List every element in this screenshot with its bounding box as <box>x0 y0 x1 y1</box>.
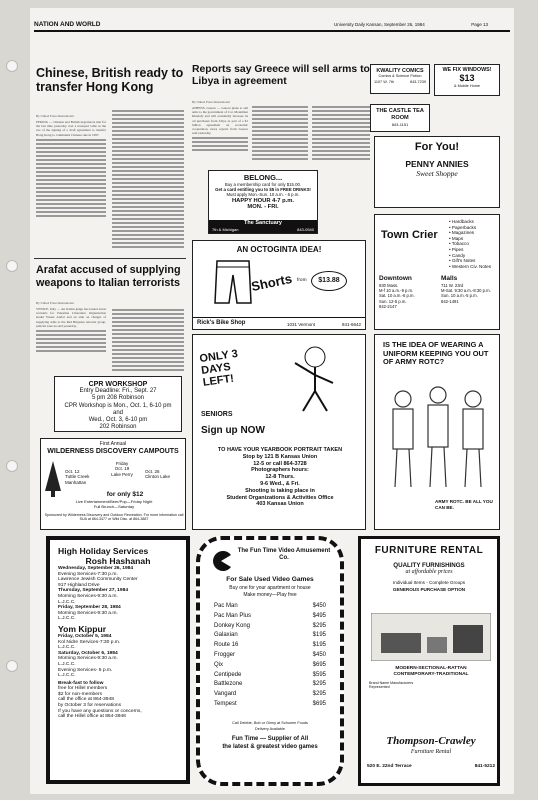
kwality-name: KWALITY COMICS <box>376 68 424 74</box>
wilderness-cost: for only $12 <box>106 491 144 498</box>
game-price: $295 <box>312 622 326 629</box>
video-buy-one: Buy one for your apartment or house <box>229 585 311 591</box>
video-delivery: Delivery Available <box>255 727 285 731</box>
campout-2: Friday Oct. 19 Lake Perry <box>111 461 133 477</box>
crier-item: • Paperbacks <box>449 224 477 230</box>
video-make-money: Make money—Play free <box>243 592 297 598</box>
game-row <box>214 651 326 661</box>
crier-item: • Western Civ. Notes <box>449 263 492 269</box>
holiday-event4-date: Friday, October 5, 1984 <box>58 633 112 639</box>
campout-3: Oct. 26 Clinton Lake <box>145 469 171 480</box>
sanctuary-happy-hour: HAPPY HOUR 4-7 p.m. <box>231 197 295 204</box>
crier-malls-hours1: M-Sat. 9:30 a.m.-8:30 p.m. <box>441 288 491 294</box>
town-crier-ad <box>374 214 500 330</box>
rick-address: 1031 Vermont <box>287 322 316 327</box>
crier-item: • Hardbacks <box>449 219 474 224</box>
wilderness-title: WILDERNESS DISCOVERY CAMPOUTS <box>47 448 179 456</box>
furniture-quality: QUALITY FURNISHINGS <box>393 562 465 569</box>
crier-downtown-addr: 930 Mass. <box>379 283 399 288</box>
yearbook-line2: Stop by 121 B Kansas Union <box>242 453 318 460</box>
wilderness-ad <box>40 438 186 530</box>
section-label: NATION AND WORLD <box>34 21 101 28</box>
sanctuary-ad <box>208 170 318 234</box>
penny-sub: Sweet Shoppe <box>416 169 458 178</box>
kwality-phone: 843-7239 <box>409 79 426 84</box>
ricks-bike-shop-ad <box>192 240 366 330</box>
rosh-hashanah-title: Rosh Hashanah <box>85 556 151 566</box>
crier-item: • Gift's Notes <box>449 258 476 264</box>
greece-body-col3 <box>312 104 370 166</box>
paper-dateline: University Daily Kansan, September 26, 1984 <box>334 22 425 27</box>
yearbook-line9: 403 Kansas Union <box>256 501 304 508</box>
penny-name: PENNY ANNIES <box>405 159 469 169</box>
furniture-phone: 841-5212 <box>474 764 495 769</box>
breakfast-call: call the office at 864-3948 <box>58 697 114 703</box>
wilderness-sponsor: Sponsored by Wilderness Discovery and Outdoor Recreation. For more information call SUA at 864-3477 or Wild Disc. at 864-3887 <box>44 513 184 522</box>
video-game-list <box>214 602 326 710</box>
crier-downtown: Downtown <box>379 275 412 282</box>
holiday-event4-time: Kol Nidre Services-7:30 p.m. <box>58 639 121 645</box>
sanctuary-title: BELONG... <box>243 173 283 182</box>
holiday-event5-evening: Evening Services- 5 p.m. <box>58 667 113 673</box>
pine-tree-icon <box>45 461 61 497</box>
holiday-event2-time: Morning Services-9:30 a.m. <box>58 593 118 599</box>
game-name: Frogger <box>214 651 236 658</box>
rick-price: $13.88 <box>311 271 347 291</box>
game-name: Route 16 <box>214 642 239 649</box>
kwality-comics-ad <box>370 64 430 94</box>
army-rotc-ad <box>374 334 500 530</box>
rotc-headline: IS THE IDEA OF WEARING A UNIFORM KEEPING YOU OUT OF ARMY ROTC? <box>383 340 489 367</box>
furniture-items: Individual Items - Complete Groups <box>393 580 465 585</box>
greece-lede: ATHENS, Greece — Greece plans to sell arms to the government of Col. Moammar Khadafy and will eventually increase its oil purchases from Libya as part of a $1 billion agreement on economic cooperation, news reports from Greece said yesterday. <box>192 106 248 136</box>
video-brand: The Fun Time Video Amusement Co. <box>237 548 331 561</box>
furniture-purchase: GENEROUS PURCHASE OPTION <box>392 587 466 593</box>
video-tagline1: Fun Time — Supplier of All <box>231 736 309 742</box>
greece-headline: Reports say Greece will sell arms to Libya in agreement <box>192 64 370 87</box>
yearbook-signup: Sign up NOW <box>201 425 265 436</box>
game-name: Battlezone <box>214 681 243 688</box>
sanctuary-address: 7th & Michigan <box>212 226 239 232</box>
rick-from: from <box>297 278 307 283</box>
game-name: Galaxian <box>214 632 238 639</box>
penny-annies-ad <box>374 136 500 208</box>
wilderness-kicker: First Annual <box>99 441 127 447</box>
castle-tea-room-ad <box>370 104 430 132</box>
town-crier-name: Town Crier <box>381 229 438 241</box>
kwality-address: 1107 W. 7th <box>374 79 394 84</box>
game-row <box>214 622 326 632</box>
cpr-room: 202 Robinson <box>99 424 137 431</box>
cpr-ad <box>54 376 182 432</box>
binder-holes <box>6 0 20 800</box>
castle-phone: 843-1151 <box>391 122 409 128</box>
yearbook-seniors: SENIORS <box>201 411 233 418</box>
furniture-title: FURNITURE RENTAL <box>374 545 484 556</box>
campout-1: Oct. 12 Tuttle Creek Manhattan <box>65 469 90 485</box>
game-name: Centipede <box>214 671 242 678</box>
game-price: $495 <box>312 612 326 619</box>
holiday-event1-time: Evening Services-7:30 p.m. <box>58 571 118 577</box>
holiday-event5-date: Saturday, October 6, 1984 <box>58 650 118 656</box>
video-contact: Call Debbie, Bob or Ginny at Schumm Foods <box>232 721 308 725</box>
windows-title: WE FIX WINDOWS! <box>442 67 492 73</box>
holiday-event5-evening-place: L.J.C.C. <box>58 673 76 679</box>
breakfast-deadline: by October 3 for reservations <box>58 703 122 709</box>
furniture-photo <box>371 613 491 661</box>
greece-byline: By United Press International <box>192 100 230 104</box>
windows-price: $13 <box>459 73 475 83</box>
newspaper-page <box>30 8 514 794</box>
arafat-body-col1 <box>36 307 106 373</box>
game-name: Tempest <box>214 700 237 707</box>
arafat-body-col2 <box>112 307 184 373</box>
kwality-sub: Comics & Science Fiction <box>378 74 422 78</box>
cpr-deadline-place: 5 pm 208 Robinson <box>91 395 145 402</box>
yearbook-line1: TO HAVE YOUR YEARBOOK PORTRAIT TAKEN <box>217 447 343 453</box>
cartoon-figure-icon <box>285 343 345 413</box>
arafat-headline-box <box>36 264 186 300</box>
furniture-prices: at affordable prices <box>405 569 453 575</box>
game-price: $195 <box>312 642 326 649</box>
greece-body-col1 <box>192 106 248 166</box>
holiday-event1-date: Wednesday, September 26, 1984 <box>58 566 134 571</box>
crier-item: • Candy <box>449 252 466 258</box>
crier-item: • Maps <box>449 235 464 241</box>
masthead-rule <box>34 30 510 32</box>
sanctuary-hours: Must apply Mon.-Sun. 10 a.m. - 6 p.m. <box>226 192 300 198</box>
rick-shorts-word: Shorts <box>249 270 294 295</box>
cpr-session1: CPR Workshop is Mon., Oct. 1, 6-10 pm <box>64 402 172 409</box>
game-row <box>214 700 326 710</box>
holiday-event4-place: L.J.C.C. <box>58 645 76 651</box>
game-row <box>214 680 326 690</box>
hongkong-byline: By United Press International <box>36 114 74 118</box>
game-row <box>214 602 326 612</box>
holiday-event2-place: L.J.C.C. <box>58 599 76 605</box>
yearbook-line4: Photographers hours: <box>251 467 309 474</box>
crier-downtown-hours2: Sat. 10 a.m.-6 p.m. <box>379 293 415 299</box>
sanctuary-membership: Buy a membership card for only $15.00. <box>224 182 302 187</box>
cpr-title: CPR WORKSHOP <box>88 381 148 388</box>
hongkong-body-col2 <box>112 108 184 252</box>
video-for-sale: For Sale Used Video Games <box>226 576 314 583</box>
greece-body-col2 <box>252 104 308 166</box>
sanctuary-name: The Sanctuary <box>244 220 282 226</box>
game-price: $450 <box>312 651 326 658</box>
arafat-headline: Arafat accused of supplying weapons to Italian terrorists <box>36 264 181 289</box>
hongkong-headline: Chinese, British ready to transfer Hong Kong <box>36 66 184 94</box>
hongkong-lede: PEKING — Chinese and British negotiators met for the last time yesterday over a transpact table as the eve of the signing of a draft agreement to transfer Hong Kong to communist Chinese rule in 1997. <box>36 120 106 137</box>
page-number: Page 13 <box>471 22 488 27</box>
holiday-event3-time: Morning Services-9:30 a.m. <box>58 610 118 616</box>
cpr-deadline: Entry Deadline: Fri., Sept. 27 <box>79 388 157 395</box>
game-name: Pac Man Plus <box>214 612 252 619</box>
furniture-rental-ad <box>358 536 500 786</box>
yom-kippur-title: Yom Kippur <box>58 623 107 634</box>
crier-malls-addr: 711 W. 23rd <box>441 283 464 288</box>
crier-downtown-hours1: M-f 10 a.m.-9 p.m. <box>379 288 414 294</box>
town-crier-items <box>449 219 499 269</box>
penny-for-you: For You! <box>414 141 460 153</box>
game-row <box>214 631 326 641</box>
game-price: $295 <box>312 691 326 698</box>
hillel-phone: call the Hillel office at 864-3948 <box>58 714 126 720</box>
holiday-title: High Holiday Services <box>58 546 149 556</box>
yearbook-line6: 9-6 Wed., & Fri. <box>260 480 300 487</box>
furniture-styles2: CONTEMPORARY-TRADITIONAL <box>393 672 469 677</box>
crier-malls-phone: 842-1491 <box>441 298 459 304</box>
pacman-icon <box>210 550 232 572</box>
wilderness-detail1: Live Entertainment/Beer/Pop—Friday Night <box>75 499 153 504</box>
breakfast-note: Break-fast to follow <box>58 680 104 686</box>
sanctuary-days: MON. - FRI. <box>247 204 279 211</box>
game-price: $295 <box>312 681 326 688</box>
sanctuary-free-drinks: Get a card entitling you to $5 in FREE DRINKS! <box>215 187 311 193</box>
crier-item: • Pipes <box>449 246 464 252</box>
holiday-services-ad <box>46 536 190 784</box>
rotc-logo-text: ARMY ROTC. BE ALL YOU CAN BE. <box>435 499 493 510</box>
windows-ad <box>434 64 500 96</box>
furniture-styles1: MODERN-SECTIONAL-RATTAN <box>395 666 467 671</box>
arafat-byline: By United Press International <box>36 301 74 305</box>
holiday-event1-address: 917 Highland Drive <box>58 582 100 588</box>
rick-title: AN OCTOGINTA IDEA! <box>236 245 322 254</box>
yearbook-line7: Shooting is taking place in <box>245 487 315 494</box>
crier-downtown-hours3: Sun. 12-5 p.m. <box>379 298 407 304</box>
game-row <box>214 671 326 681</box>
wilderness-detail2: Full Brunch—Saturday <box>93 504 135 509</box>
students-illustration <box>383 383 493 493</box>
game-price: $695 <box>312 700 326 707</box>
crier-item: • Tobacco <box>449 241 469 247</box>
rick-name: Rick's Bike Shop <box>197 320 246 326</box>
hillel-questions: If you have any questions or concerns, <box>58 708 142 714</box>
cpr-session2: Wed., Oct. 3, 6-10 pm <box>88 417 148 424</box>
game-name: Vangard <box>214 691 237 698</box>
hongkong-body-col1 <box>36 120 106 252</box>
yearbook-days-left: ONLY 3 DAYS LEFT! <box>198 347 239 389</box>
holiday-event1-place: Lawrence Jewish Community Center <box>58 577 138 583</box>
cpr-and: and <box>112 409 123 416</box>
masthead <box>34 21 510 29</box>
crier-malls-hours2: Sun. 10 a.m.-5 p.m. <box>441 293 478 299</box>
yearbook-line5: 12-8 Thurs. <box>265 474 295 481</box>
furniture-address: 520 E. 22nd Terrace <box>367 764 412 769</box>
holiday-event3-place: L.J.C.C. <box>58 616 76 622</box>
holiday-event3-date: Friday, September 28, 1984 <box>58 605 121 611</box>
game-price: $450 <box>312 603 326 609</box>
furniture-company-sub: Furniture Rental <box>410 749 452 755</box>
game-row <box>214 690 326 700</box>
holiday-event5-time: Morning Services-9:30 a.m. <box>58 656 118 662</box>
castle-name: THE CASTLE TEA ROOM <box>376 108 424 121</box>
game-row <box>214 661 326 671</box>
crier-item: • Magazines <box>449 230 475 236</box>
rick-phone: 841-6642 <box>341 322 361 327</box>
furniture-brands: Brand Name Manufacturers Represented <box>369 681 414 690</box>
holiday-event2-date: Thursday, September 27, 1984 <box>58 588 129 594</box>
yearbook-ad <box>192 334 366 530</box>
yearbook-line8: Student Organizations & Activities Office <box>226 494 334 501</box>
game-row <box>214 641 326 651</box>
game-name: Pac Man <box>214 603 238 609</box>
arafat-lede: VENICE, Italy — An Italian judge has issued arrest warrants for Palestine Liberation Organization leader Yasser Arafat and an aide on charges of supplying arms to the Red Brigades terrorist group, judicial sources said yesterday. <box>36 307 106 328</box>
game-name: Qix <box>214 661 223 668</box>
breakfast-members: free for Hillel members <box>58 686 108 692</box>
yearbook-line3: 12-5 or call 864-3728 <box>253 460 307 467</box>
greece-headline-box <box>192 64 372 98</box>
game-name: Donkey Kong <box>214 622 251 629</box>
game-price: $695 <box>312 661 326 668</box>
game-row <box>214 612 326 622</box>
breakfast-nonmembers: $2 for non-members <box>58 691 103 697</box>
video-games-ad <box>196 536 344 786</box>
crier-downtown-phone: 842-2147 <box>379 303 397 309</box>
shorts-icon <box>213 259 253 305</box>
game-price: $595 <box>312 671 326 678</box>
sanctuary-phone: 843-0540 <box>297 226 314 232</box>
holiday-event5-place: L.J.C.C. <box>58 661 76 667</box>
game-price: $195 <box>312 632 326 639</box>
crier-malls: Malls <box>441 275 458 282</box>
video-tagline2: the latest & greatest video games <box>222 744 318 750</box>
windows-sub: & Mobile Home <box>454 84 480 88</box>
furniture-company: Thompson-Crawley <box>386 735 476 747</box>
hongkong-headline-box <box>36 66 184 106</box>
